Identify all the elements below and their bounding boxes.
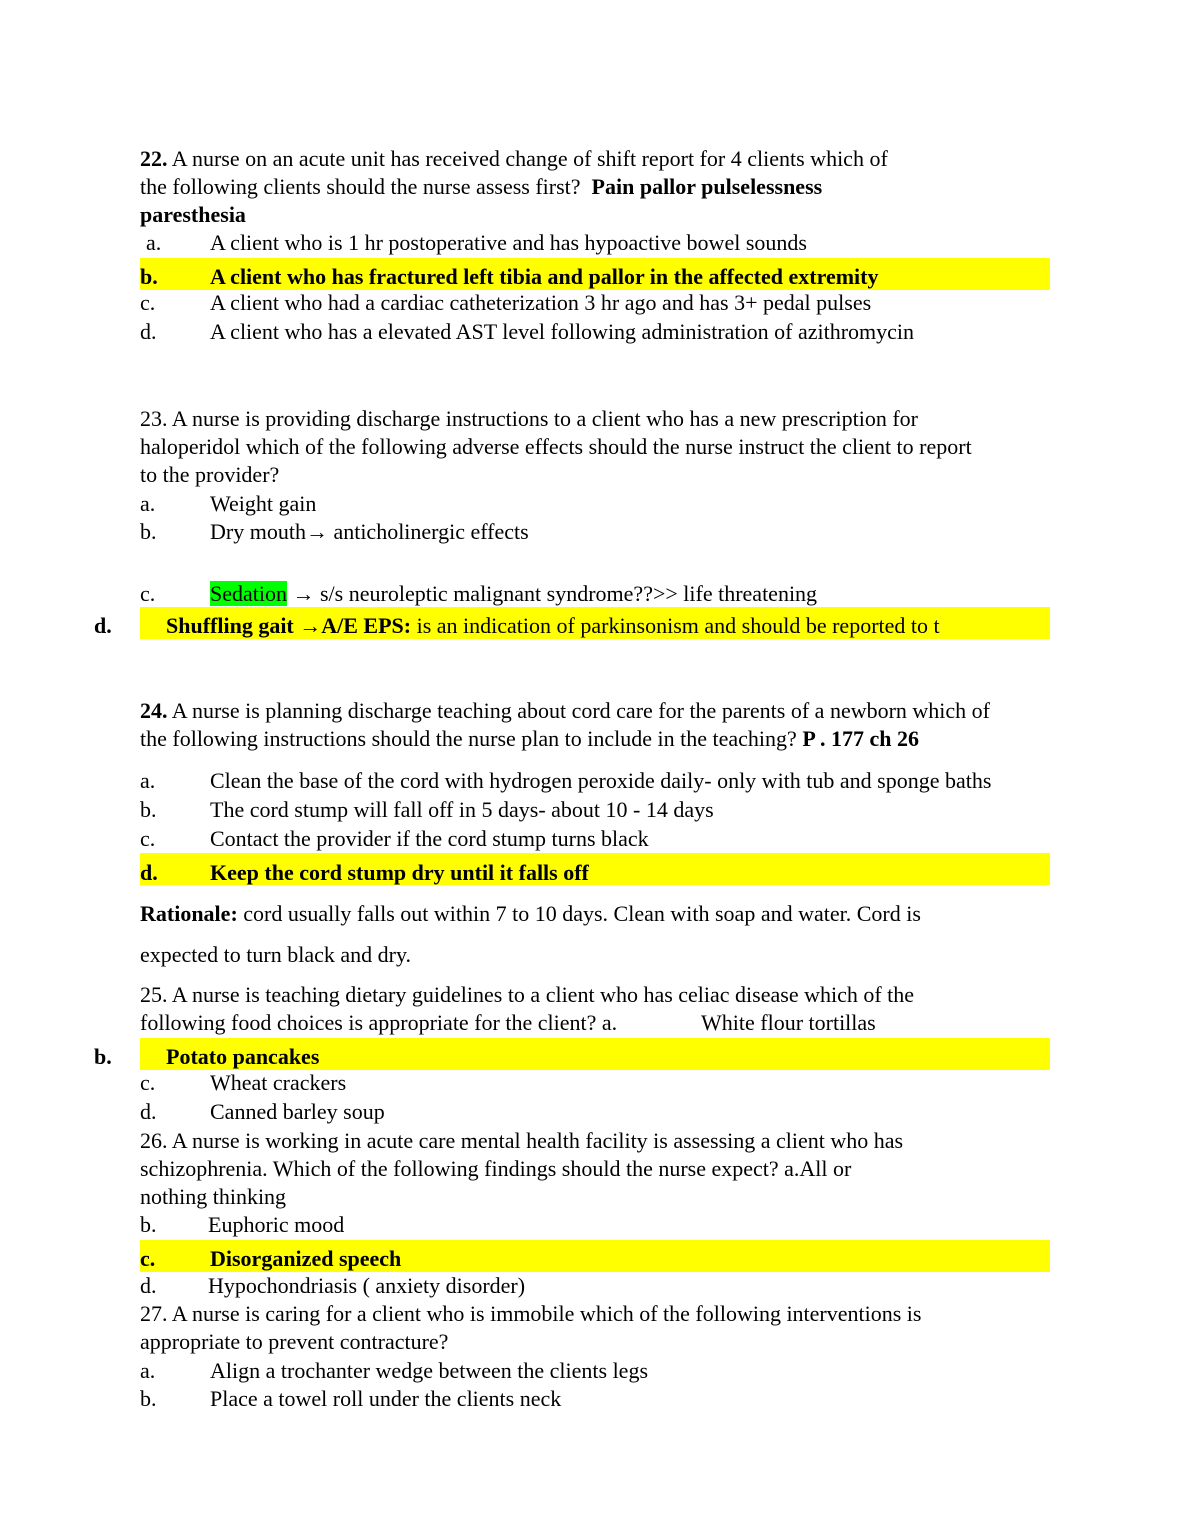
q27-line2: appropriate to prevent contracture? (140, 1329, 449, 1354)
q24-page-ref: P . 177 ch 26 (802, 726, 920, 751)
q22-line1: 22. A nurse on an acute unit has received change of shift report for 4 clients which of (140, 146, 888, 171)
q25-option-b-answer: Potato pancakes (166, 1044, 320, 1069)
q22-number: 22. (140, 146, 168, 171)
document-page: 22. A nurse on an acute unit has received change of shift report for 4 clients which of the following clients should the nurse assess first? Pain pallor pulselessness paresthesia a. A client who is 1 hr postoperative and has hypoactive bowel sounds b. A client who has fractured left tibia and pallor in the affected extremity c. A client who had a cardiac catheterization 3 hr ago and has 3+ pedal pulses d. A client who has a elevated AST level following administration of azithromycin 23. A nurse is providing discharge instructions to a client who has a new prescription for haloperidol which of the following adverse effects should the nurse instruct the client to report to the provider? a. Weight gain b. Dry mouth→ anticholinergic effects c. Sedation → s/s neuroleptic malignant syndrome??>> life threatening d. Shuffling gait →A/E EPS: is an indication of parkinsonism and should be reported to t 24. A nurse is planning discharge teaching about cord care for the parents of a newborn which of the following instructions should the nurse plan to include in the teaching? P . 177 ch 26 a. Clean the base of the cord with hydrogen peroxide daily- only with tub and sponge baths b. The cord stump will fall off in 5 days- about 10 - 14 days c. Contact the provider if the cord stump turns black d. Keep the cord stump dry until it falls off Rationale: cord usually falls out within 7 to 10 days. Clean with soap and water. Cord is expected to turn black and dry. 25. A nurse is teaching dietary guidelines to a client who has celiac disease which of the following food choices is appropriate for the client? a. White flour tortillas b. Potato pancakes c. Wheat crackers d. Canned barley soup 26. A nurse is working in acute care mental health facility is assessing a client who has schizophrenia. Which of the following findings should the nurse expect? a.All or nothing thinking b. Euphoric mood c. Disorganized speech d. Hypochondriasis ( anxiety disorder) 27. A nurse is caring for a client who is immobile which of the following interventions is appropriate to prevent contracture? a. Align a trochanter wedge between the clients legs b. Place a towel roll under the clients neck (0, 0, 1190, 1540)
q24-rationale-line2: expected to turn black and dry. (140, 942, 412, 967)
q23-option-d-answer: Shuffling gait →A/E EPS: is an indication of parkinsonism and should be reported to t (166, 613, 940, 638)
q23-option-d-letter: d. (94, 613, 112, 638)
q24-line1: 24. A nurse is planning discharge teaching about cord care for the parents of a newborn which of (140, 698, 991, 723)
q25-option-b-letter: b. (94, 1044, 112, 1069)
q23-line2: haloperidol which of the following adverse effects should the nurse instruct the client to report (140, 434, 972, 459)
q24-rationale-line1: Rationale: cord usually falls out within 7 to 10 days. Clean with soap and water. Cord is (140, 901, 921, 926)
q25-option-a-text: White flour tortillas (701, 1010, 876, 1035)
q22-note: Pain pallor pulselessness (591, 174, 823, 199)
q27-line1: 27. A nurse is caring for a client who is immobile which of the following interventions is (140, 1301, 922, 1326)
q25-line1: 25. A nurse is teaching dietary guidelines to a client who has celiac disease which of the (140, 982, 915, 1007)
q26-line1: 26. A nurse is working in acute care mental health facility is assessing a client who has (140, 1128, 904, 1153)
q23-line1: 23. A nurse is providing discharge instructions to a client who has a new prescription for (140, 406, 919, 431)
q22-line3: paresthesia (140, 202, 246, 227)
q25-line2: following food choices is appropriate for the client? a. (140, 1010, 618, 1035)
q23-sedation-highlight: Sedation (210, 581, 287, 606)
q26-line3: nothing thinking (140, 1184, 287, 1209)
q24-line2: the following instructions should the nurse plan to include in the teaching? P . 177 ch 26 (140, 726, 920, 751)
q22-line2: the following clients should the nurse assess first? Pain pallor pulselessness (140, 174, 823, 199)
q26-line2: schizophrenia. Which of the following findings should the nurse expect? a.All or (140, 1156, 852, 1181)
q24-number: 24. (140, 698, 168, 723)
q23-line3: to the provider? (140, 462, 280, 487)
